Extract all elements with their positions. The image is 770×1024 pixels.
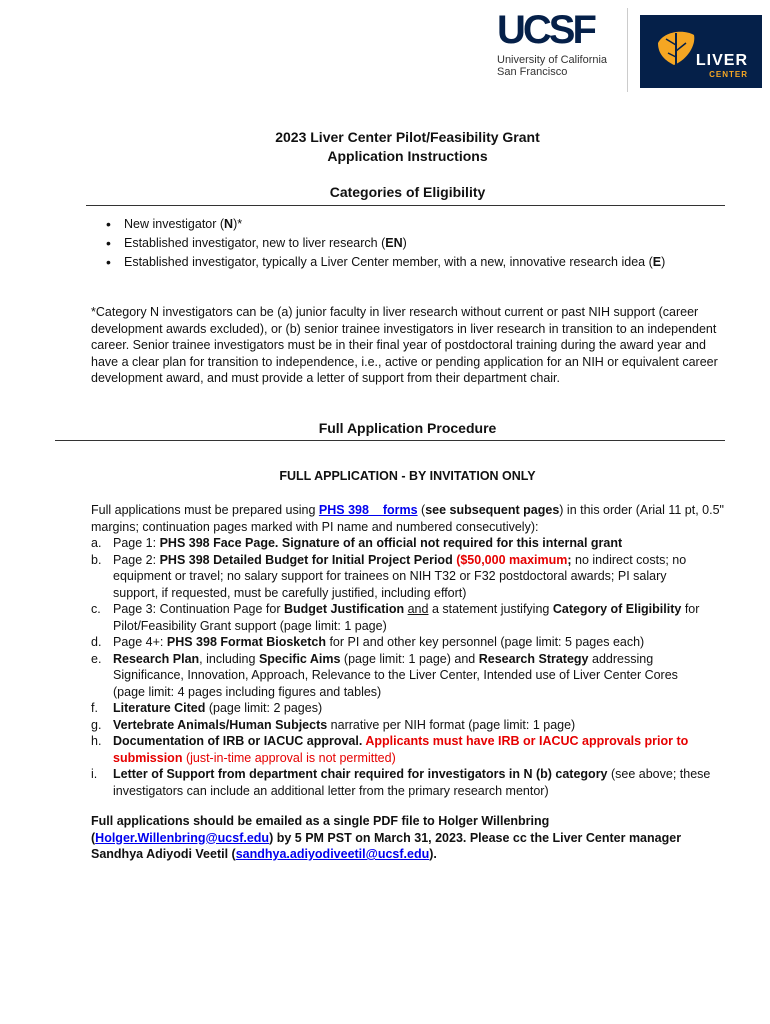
center-word: CENTER bbox=[709, 70, 748, 79]
eligibility-list bbox=[100, 215, 720, 272]
sandhya-email-link[interactable]: sandhya.adiyodiveetil@ucsf.edu bbox=[235, 847, 430, 861]
eligibility-item: • Established investigator, new to liver research (EN) bbox=[100, 234, 720, 253]
step-c: c. Page 3: Continuation Page for Budget Justification and a statement justifying Category of Eligibility for Pilot/Feasibility Grant support (page limit: 1 page) bbox=[91, 602, 700, 633]
ucsf-wordmark: UCSF bbox=[497, 8, 594, 52]
submission-instructions: Full applications should be emailed as a single PDF file to Holger Willenbring (Holger.Willenbring@ucsf.edu) by 5 PM PST on March 31, 2023. Please cc the Liver Center manager Sandhya Adiyodi Veetil (sandhya.adiyodiveetil@ucsf.edu). bbox=[91, 814, 682, 861]
procedure-intro: Full applications must be prepared using PHS 398 forms (see subsequent pages) in this order (Arial 11 pt, 0.5" margins; continuation pages marked with PI name and numbered consecutively): bbox=[91, 503, 724, 534]
ucsf-subtitle-line2: San Francisco bbox=[497, 66, 568, 78]
step-h: h. Documentation of IRB or IACUC approval. Applicants must have IRB or IACUC approvals prior to submission (just-in-time approval is not permitted) bbox=[91, 734, 689, 765]
eligibility-heading: Categories of Eligibility bbox=[329, 184, 486, 200]
liver-icon bbox=[654, 25, 698, 77]
logo-divider bbox=[627, 8, 628, 92]
eligibility-item: • Established investigator, typically a Liver Center member, with a new, innovative research idea (E) bbox=[100, 253, 720, 272]
step-e: e. Research Plan, including Specific Aims (page limit: 1 page) and Research Strategy addressing Significance, Innovation, Approach, Relevance to the Liver Center, Intended use of Liver Center Cores (page limit: 4 pages including figures and tables) bbox=[91, 651, 678, 699]
step-b: b. Page 2: PHS 398 Detailed Budget for Initial Project Period ($50,000 maximum; no indirect costs; no equipment or travel; no salary support for trainees on NIH T32 or F32 postdoctoral awards; PI salary support, if requested, must be carefully justified, including effort) bbox=[91, 552, 687, 600]
step-g: g. Vertebrate Animals/Human Subjects narrative per NIH format (page limit: 1 page) bbox=[91, 717, 576, 732]
step-i: i. Letter of Support from department chair required for investigators in N (b) category (see above; these investigators can include an additional letter from the primary research mentor) bbox=[91, 767, 711, 798]
category-n-footnote: *Category N investigators can be (a) junior faculty in liver research without current or past NIH support (career development awards excluded), or (b) senior trainee investigators in liver research in transition to an independent career. Senior trainee investigators must be in their final year of postdoctoral training during the award year and have a clear plan for transition to independence, i.e., active or pending application for an NIH or equivalent career development award, and must provide a letter of support from their department chair. bbox=[91, 305, 718, 385]
title-line2: Application Instructions bbox=[327, 148, 488, 164]
application-steps bbox=[91, 535, 711, 799]
step-d: d. Page 4+: PHS 398 Format Biosketch for PI and other key personnel (page limit: 5 pages each) bbox=[91, 635, 645, 649]
page-title bbox=[0, 128, 770, 166]
ucsf-subtitle-line1: University of California bbox=[497, 54, 608, 66]
step-f: f. Literature Cited (page limit: 2 pages) bbox=[91, 701, 323, 715]
eligibility-rule bbox=[86, 205, 725, 206]
procedure-heading: Full Application Procedure bbox=[318, 420, 497, 436]
step-a: a. Page 1: PHS 398 Face Page. Signature of an official not required for this internal grant bbox=[91, 536, 623, 550]
holger-email-link[interactable]: Holger.Willenbring@ucsf.edu bbox=[95, 830, 270, 845]
procedure-subheading: FULL APPLICATION - BY INVITATION ONLY bbox=[279, 469, 536, 483]
title-line1: 2023 Liver Center Pilot/Feasibility Grant bbox=[275, 129, 540, 145]
procedure-rule bbox=[55, 440, 725, 441]
liver-center-logo bbox=[640, 15, 762, 88]
eligibility-item: • New investigator (N)* bbox=[100, 215, 720, 234]
phs398-forms-link[interactable]: PHS 398 forms bbox=[318, 503, 418, 517]
liver-word: LIVER bbox=[695, 52, 748, 69]
ucsf-logo bbox=[497, 10, 622, 92]
